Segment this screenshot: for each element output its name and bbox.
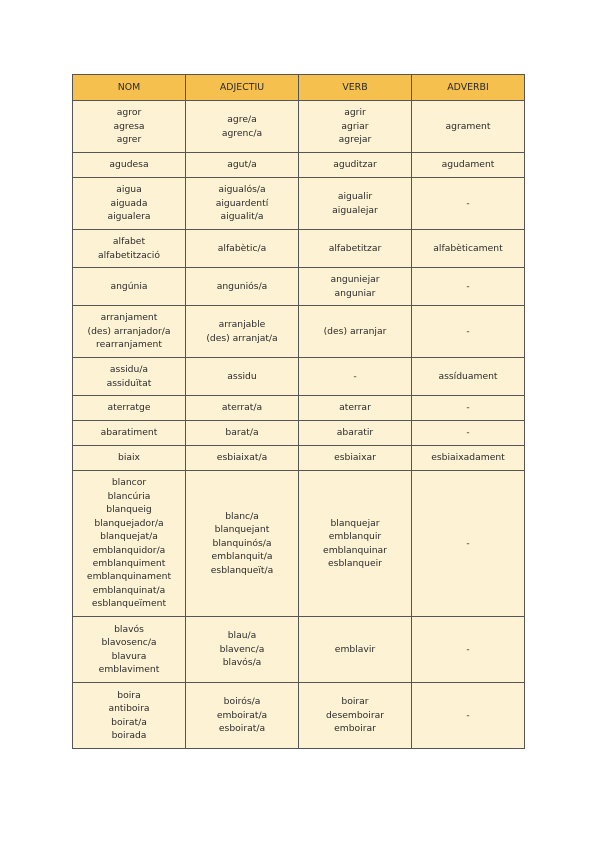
word-family-table [72, 74, 525, 749]
nom-word: agresa [113, 120, 145, 132]
adverbi-word: agudament [441, 159, 495, 171]
adjectiu-word: agut/a [227, 159, 257, 171]
verb-word: anguniar [334, 287, 376, 299]
nom-word: antiboira [108, 703, 150, 715]
cell-adjectiu [186, 306, 299, 358]
nom-word: esblanqueïment [91, 598, 167, 610]
adverbi-word: esbiaixadament [431, 452, 505, 464]
cell-adjectiu [186, 396, 299, 421]
cell-nom [73, 446, 186, 471]
nom-word: arranjament [100, 312, 158, 324]
nom-word: abaratiment [100, 427, 158, 439]
adverbi-word: alfabèticament [433, 242, 503, 254]
nom-word: agudesa [109, 159, 149, 171]
cell-nom [73, 358, 186, 396]
adjectiu-word: emboirat/a [216, 709, 268, 721]
adjectiu-word: agre/a [227, 114, 257, 126]
adverbi-word: assíduament [438, 370, 498, 382]
header-verb: VERB [299, 75, 412, 101]
cell-verb [299, 306, 412, 358]
cell-adverbi [412, 446, 525, 471]
table-row [73, 421, 525, 446]
cell-verb [299, 178, 412, 230]
header-row [73, 75, 525, 101]
cell-verb [299, 101, 412, 153]
cell-nom [73, 471, 186, 617]
cell-adjectiu [186, 178, 299, 230]
table-row [73, 178, 525, 230]
adverbi-word: - [466, 197, 470, 209]
table-row [73, 446, 525, 471]
adjectiu-word: blavós/a [222, 657, 262, 669]
nom-word: blancor [111, 477, 147, 489]
cell-adjectiu [186, 101, 299, 153]
verb-word: esbiaixar [334, 452, 376, 464]
verb-word: emboirar [334, 723, 376, 735]
adverbi-word: - [466, 643, 470, 655]
cell-adverbi [412, 683, 525, 749]
nom-word: biaix [117, 452, 140, 464]
table-row [73, 471, 525, 617]
verb-word: aigualir [337, 191, 373, 203]
nom-word: angúnia [110, 280, 148, 292]
table-body [73, 101, 525, 749]
cell-adjectiu [186, 230, 299, 268]
cell-adverbi [412, 421, 525, 446]
adjectiu-word: assidu [227, 370, 257, 382]
cell-adjectiu [186, 471, 299, 617]
nom-word: aterratge [107, 402, 151, 414]
cell-nom [73, 306, 186, 358]
nom-word: aigualera [107, 211, 151, 223]
nom-word: blanqueig [106, 504, 152, 516]
adverbi-word: - [466, 280, 470, 292]
cell-adverbi [412, 358, 525, 396]
nom-word: blavós [114, 623, 144, 635]
nom-word: blanquejador/a [94, 517, 164, 529]
nom-word: emblaviment [98, 663, 160, 675]
cell-adjectiu [186, 268, 299, 306]
nom-word: emblanquinat/a [92, 584, 166, 596]
adjectiu-word: blanquejant [214, 524, 270, 536]
cell-verb [299, 471, 412, 617]
adverbi-word: agrament [445, 120, 491, 132]
nom-word: (des) arranjador/a [87, 325, 171, 337]
adverbi-word: - [466, 709, 470, 721]
table-row [73, 358, 525, 396]
cell-verb [299, 446, 412, 471]
table-row [73, 396, 525, 421]
verb-word: anguniejar [330, 274, 380, 286]
table-row [73, 683, 525, 749]
verb-word: esblanqueir [328, 557, 382, 569]
cell-nom [73, 396, 186, 421]
verb-word: emblavir [334, 643, 376, 655]
adjectiu-word: blanquinós/a [212, 537, 272, 549]
verb-word: emblanquir [328, 531, 382, 543]
nom-word: alfabet [112, 236, 146, 248]
verb-word: emblanquinar [323, 544, 387, 556]
cell-verb [299, 268, 412, 306]
adjectiu-word: aigualit/a [220, 211, 264, 223]
cell-adverbi [412, 617, 525, 683]
cell-adjectiu [186, 153, 299, 178]
cell-verb [299, 396, 412, 421]
verb-word: agrejar [338, 134, 372, 146]
nom-word: boirada [111, 729, 147, 741]
adjectiu-word: aterrat/a [221, 402, 263, 414]
nom-word: agrer [116, 134, 142, 146]
cell-adverbi [412, 153, 525, 178]
cell-adverbi [412, 101, 525, 153]
adverbi-word: - [466, 402, 470, 414]
table-row [73, 230, 525, 268]
verb-word: aguditzar [333, 159, 377, 171]
cell-adjectiu [186, 683, 299, 749]
nom-word: aigua [116, 184, 142, 196]
cell-adjectiu [186, 617, 299, 683]
cell-verb [299, 153, 412, 178]
adjectiu-word: alfabètic/a [217, 242, 267, 254]
cell-nom [73, 268, 186, 306]
cell-adverbi [412, 178, 525, 230]
verb-word: - [353, 370, 357, 382]
cell-verb [299, 421, 412, 446]
verb-word: boirar [341, 696, 369, 708]
adjectiu-word: aiguardentí [215, 197, 269, 209]
adjectiu-word: anguniós/a [216, 280, 268, 292]
adjectiu-word: esboirat/a [218, 723, 266, 735]
verb-word: desemboirar [325, 709, 385, 721]
nom-word: rearranjament [96, 339, 162, 351]
adjectiu-word: aigualós/a [218, 184, 266, 196]
cell-adjectiu [186, 358, 299, 396]
adjectiu-word: esbiaixat/a [216, 452, 268, 464]
nom-word: aiguada [110, 197, 148, 209]
header-nom: NOM [73, 75, 186, 101]
cell-adjectiu [186, 446, 299, 471]
adjectiu-word: (des) arranjat/a [206, 332, 278, 344]
verb-word: abaratir [336, 427, 374, 439]
table-row [73, 101, 525, 153]
adverbi-word: - [466, 325, 470, 337]
adjectiu-word: esblanqueït/a [210, 564, 274, 576]
nom-word: boira [117, 689, 141, 701]
adjectiu-word: blau/a [227, 630, 257, 642]
nom-word: agror [116, 107, 142, 119]
verb-word: blanquejar [330, 517, 380, 529]
nom-word: boirat/a [111, 716, 147, 728]
adjectiu-word: emblanquit/a [211, 551, 273, 563]
adverbi-word: - [466, 427, 470, 439]
table-row [73, 153, 525, 178]
cell-adjectiu [186, 421, 299, 446]
adjectiu-word: arranjable [218, 319, 266, 331]
cell-nom [73, 230, 186, 268]
nom-word: blavura [111, 650, 147, 662]
adjectiu-word: blanc/a [225, 510, 259, 522]
cell-nom [73, 153, 186, 178]
nom-word: assiduïtat [106, 377, 152, 389]
nom-word: blancúria [107, 490, 151, 502]
verb-word: aterrar [339, 402, 371, 414]
cell-nom [73, 421, 186, 446]
nom-word: emblanquiment [92, 557, 166, 569]
nom-word: emblanquinament [86, 571, 172, 583]
cell-verb [299, 683, 412, 749]
verb-word: agriar [341, 120, 369, 132]
verb-word: (des) arranjar [323, 325, 387, 337]
adjectiu-word: agrenc/a [221, 127, 263, 139]
header-adverbi: ADVERBI [412, 75, 525, 101]
table-row [73, 268, 525, 306]
cell-nom [73, 683, 186, 749]
adjectiu-word: blavenc/a [219, 643, 265, 655]
cell-adverbi [412, 268, 525, 306]
cell-adverbi [412, 396, 525, 421]
nom-word: alfabetització [98, 249, 160, 261]
verb-word: alfabetitzar [328, 242, 382, 254]
cell-verb [299, 617, 412, 683]
table-row [73, 617, 525, 683]
header-adjectiu: ADJECTIU [186, 75, 299, 101]
cell-verb [299, 230, 412, 268]
verb-word: agrir [344, 107, 366, 119]
nom-word: emblanquidor/a [92, 544, 166, 556]
nom-word: assidu/a [109, 364, 149, 376]
cell-adverbi [412, 471, 525, 617]
verb-word: aigualejar [332, 204, 378, 216]
cell-adverbi [412, 306, 525, 358]
adjectiu-word: barat/a [225, 427, 259, 439]
table-row [73, 306, 525, 358]
cell-nom [73, 617, 186, 683]
cell-verb [299, 358, 412, 396]
adverbi-word: - [466, 537, 470, 549]
cell-nom [73, 178, 186, 230]
adjectiu-word: boirós/a [223, 696, 261, 708]
nom-word: blavosenc/a [101, 637, 157, 649]
cell-nom [73, 101, 186, 153]
cell-adverbi [412, 230, 525, 268]
nom-word: blanquejat/a [100, 531, 158, 543]
